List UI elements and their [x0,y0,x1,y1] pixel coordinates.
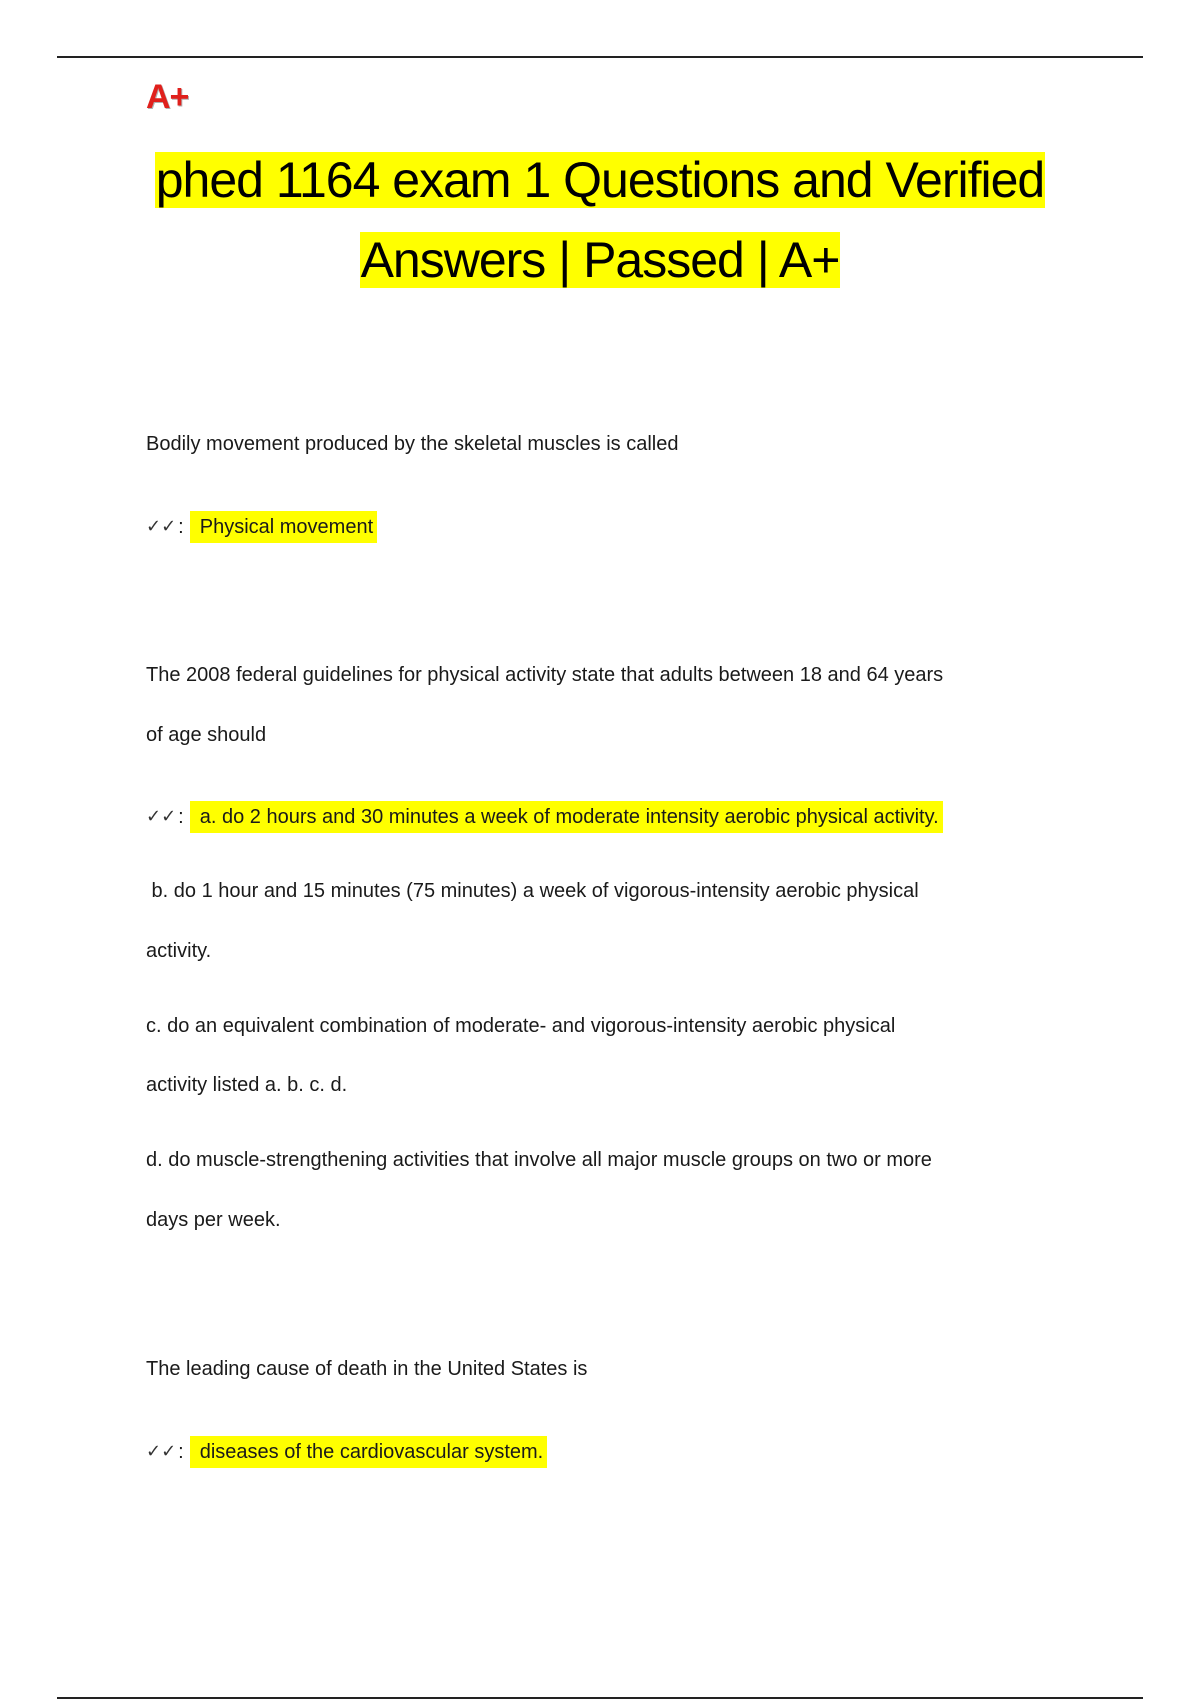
option-d-line-2: days per week. [146,1209,281,1231]
question-3-text: The leading cause of death in the United States is [146,1358,588,1380]
answer-2-text: a. do 2 hours and 30 minutes a week of moderate intensity aerobic physical activity. [190,801,943,833]
option-b-line-1: b. do 1 hour and 15 minutes (75 minutes) a week of vigorous-intensity aerobic physical [146,880,919,902]
answer-colon: : [178,1441,184,1463]
answer-3 [146,1436,547,1468]
check-icon: ✓✓ [146,516,177,537]
check-icon: ✓✓ [146,1441,177,1462]
answer-2 [146,801,943,833]
option-d-line-1: d. do muscle-strengthening activities that involve all major muscle groups on two or more [146,1149,932,1171]
question-1-text: Bodily movement produced by the skeletal muscles is called [146,433,679,455]
question-2-line-2: of age should [146,724,267,746]
question-2-line-1: The 2008 federal guidelines for physical activity state that adults between 18 and 64 years [146,664,944,686]
answer-colon: : [178,806,184,828]
check-icon: ✓✓ [146,806,177,827]
option-b-line-2: activity. [146,940,212,962]
answer-3-text: diseases of the cardiovascular system. [190,1436,548,1468]
option-c-line-1: c. do an equivalent combination of moderate- and vigorous-intensity aerobic physical [146,1015,896,1037]
answer-1 [146,511,377,543]
title-line-2: Answers | Passed | A+ [360,232,840,288]
bottom-rule [57,1697,1143,1699]
title-line-1: phed 1164 exam 1 Questions and Verified [155,152,1045,208]
answer-1-text: Physical movement [190,511,377,543]
top-rule [57,56,1143,58]
option-c-line-2: activity listed a. b. c. d. [146,1074,348,1096]
brand-logo: A+ [146,78,189,116]
page-title [100,140,1100,300]
answer-colon: : [178,516,184,538]
